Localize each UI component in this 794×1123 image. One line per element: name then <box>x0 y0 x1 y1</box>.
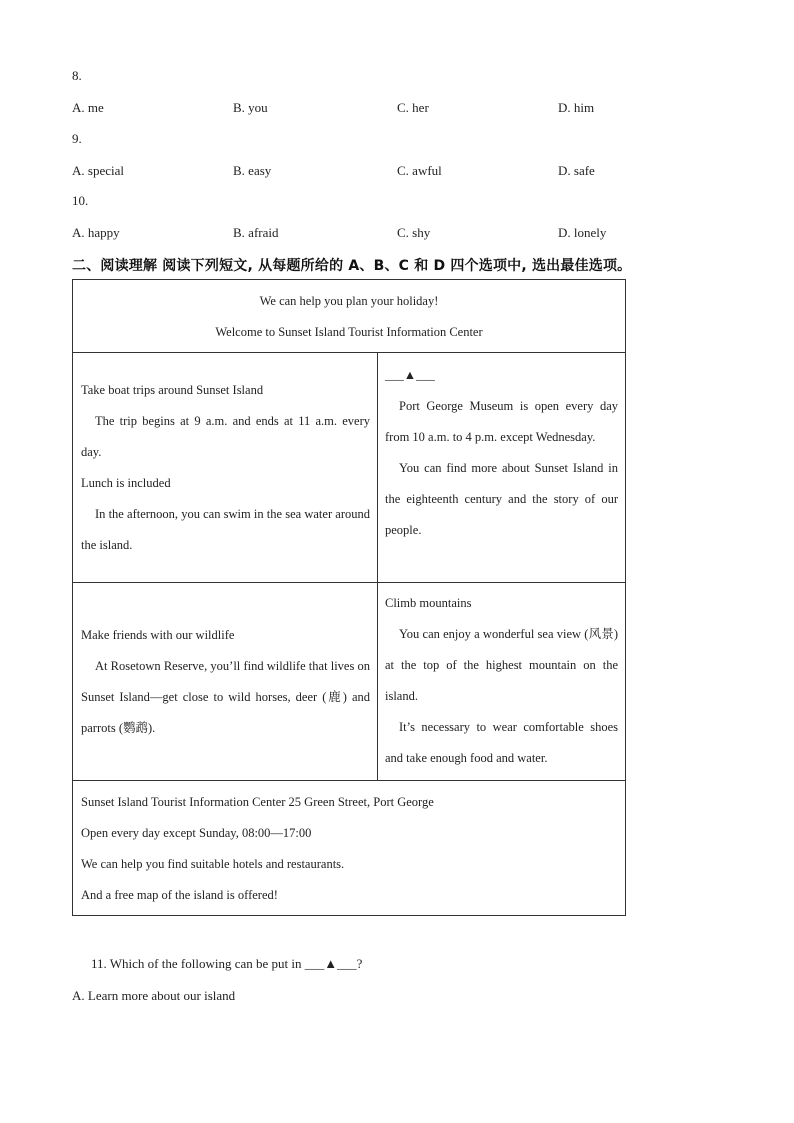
wildlife-title: Make friends with our wildlife <box>81 628 235 642</box>
wildlife-paragraph: At Rosetown Reserve, you’ll find wildlife that lives on Sunset Island—get close to wild horses, deer (鹿) and parrots (鹦鹉). <box>81 659 370 735</box>
footer-line-2: Open every day except Sunday, 08:00—17:00 <box>81 826 312 840</box>
footer-cell <box>81 787 621 911</box>
museum-paragraph-2: You can find more about Sunset Island in the eighteenth century and the story of our people. <box>385 461 618 537</box>
boat-trips-title: Take boat trips around Sunset Island <box>81 383 264 397</box>
footer-line-4: And a free map of the island is offered! <box>81 888 278 902</box>
q8-option-c: C. her <box>397 100 429 115</box>
museum-blank: ___▲___ <box>385 368 435 382</box>
question-10-number: 10. <box>72 193 89 208</box>
question-8-number: 8. <box>72 68 82 83</box>
section-title: 二、阅读理解 阅读下列短文, 从每题所给的 A、B、C 和 D 四个选项中, 选出最佳选项。 <box>72 258 632 274</box>
q9-option-c: C. awful <box>397 163 442 178</box>
q9-option-a: A. special <box>72 163 124 178</box>
q8-option-a: A. me <box>72 100 104 115</box>
climb-cell <box>385 588 618 774</box>
wildlife-cell <box>81 620 370 744</box>
footer-line-1: Sunset Island Tourist Information Center 25 Green Street, Port George <box>81 795 434 809</box>
question-11-stem: 11. Which of the following can be put in ___▲___? <box>91 956 363 971</box>
boat-trips-lunch: Lunch is included <box>81 476 171 490</box>
header-line-1: We can help you plan your holiday! <box>259 294 439 308</box>
boat-trips-paragraph-2: In the afternoon, you can swim in the sea water around the island. <box>81 507 370 552</box>
museum-cell <box>385 360 618 546</box>
q10-option-a: A. happy <box>72 225 120 240</box>
q11-option-a: A. Learn more about our island <box>72 988 236 1003</box>
header-line-2: Welcome to Sunset Island Tourist Information Center <box>215 325 483 339</box>
notice-header <box>73 286 625 348</box>
museum-paragraph-1: Port George Museum is open every day from 10 a.m. to 4 p.m. except Wednesday. <box>385 399 618 444</box>
q10-option-c: C. shy <box>397 225 431 240</box>
divider-footer <box>72 780 626 781</box>
climb-paragraph-2: It’s necessary to wear comfortable shoes and take enough food and water. <box>385 720 618 765</box>
boat-trips-paragraph-1: The trip begins at 9 a.m. and ends at 11 a.m. every day. <box>81 414 370 459</box>
q8-option-d: D. him <box>558 100 595 115</box>
q8-option-b: B. you <box>233 100 268 115</box>
q10-option-d: D. lonely <box>558 225 607 240</box>
climb-title: Climb mountains <box>385 596 472 610</box>
boat-trips-cell <box>81 375 370 561</box>
q9-option-d: D. safe <box>558 163 595 178</box>
q9-option-b: B. easy <box>233 163 272 178</box>
divider-header <box>72 352 626 353</box>
divider-vertical <box>377 352 378 781</box>
divider-middle <box>72 582 626 583</box>
q10-option-b: B. afraid <box>233 225 279 240</box>
climb-paragraph-1: You can enjoy a wonderful sea view (风景) at the top of the highest mountain on the island. <box>385 627 618 703</box>
footer-line-3: We can help you find suitable hotels and restaurants. <box>81 857 345 871</box>
question-9-number: 9. <box>72 131 82 146</box>
